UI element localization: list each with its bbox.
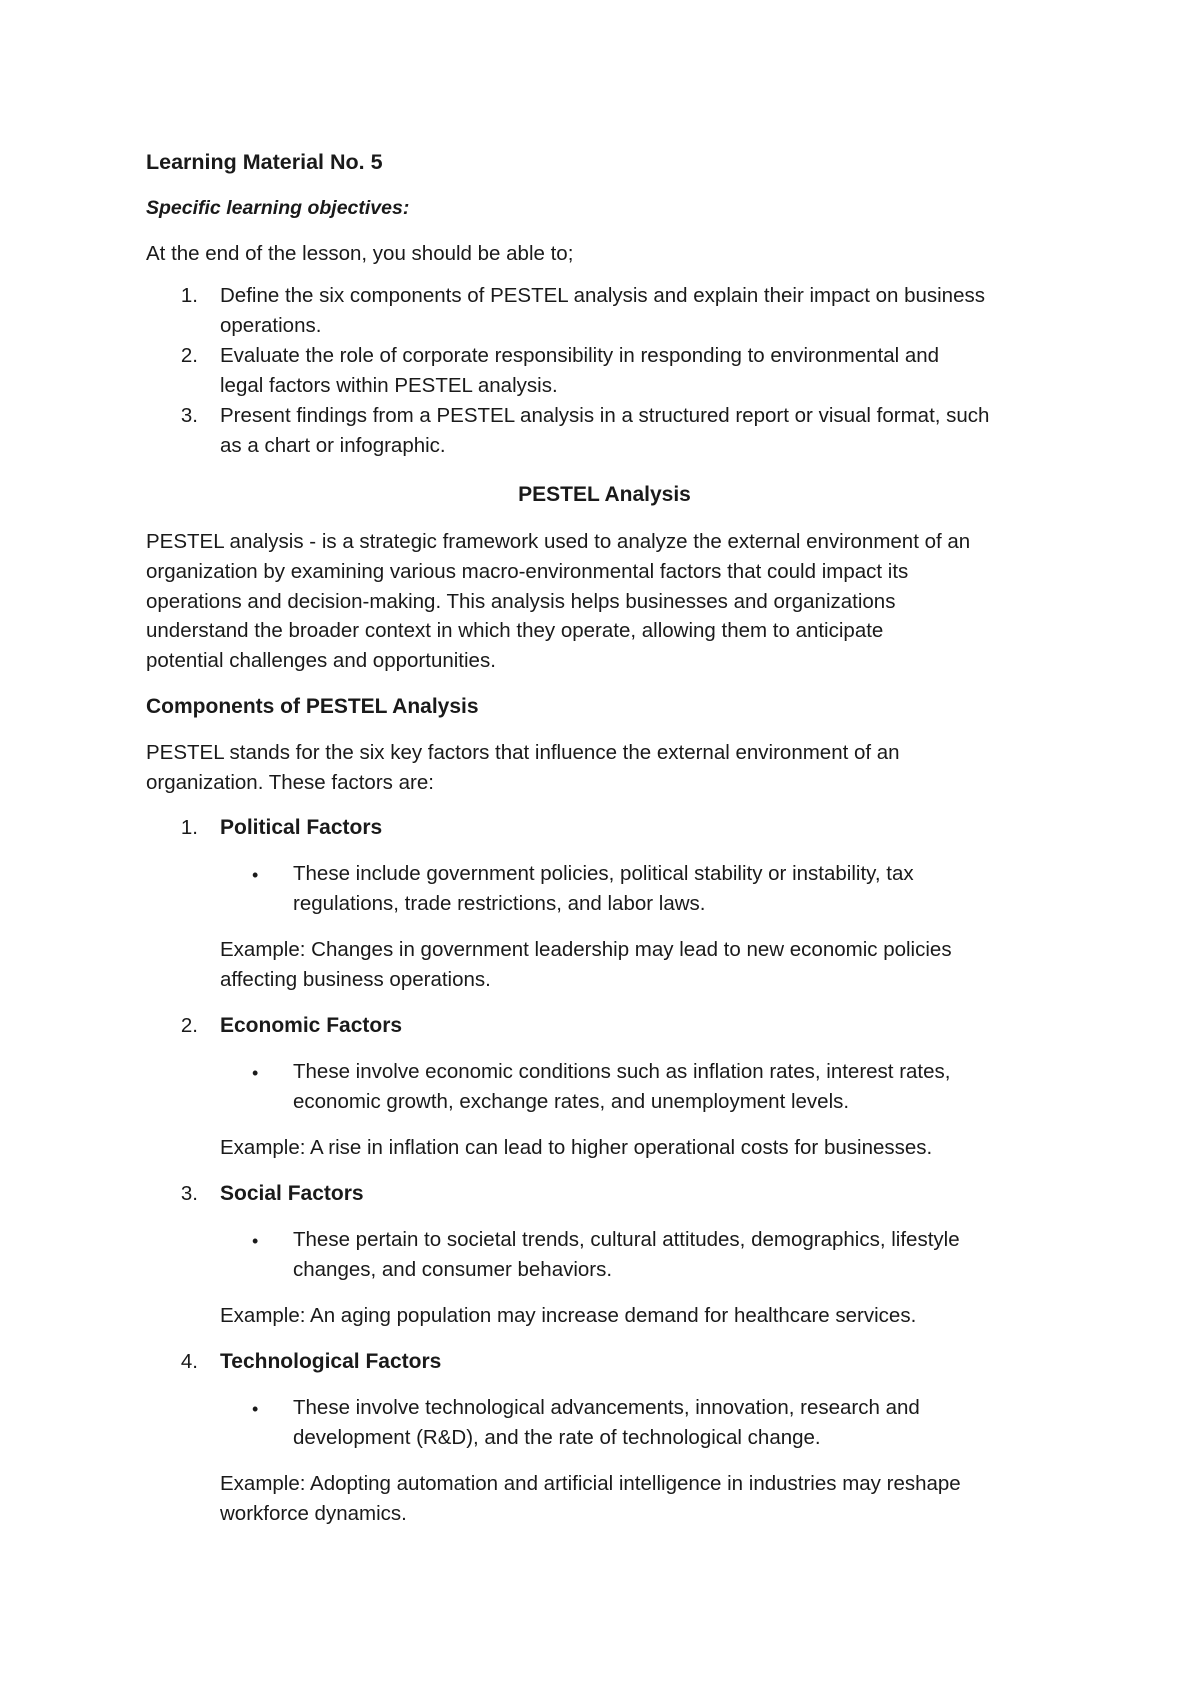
- bullet-icon: •: [252, 1399, 259, 1419]
- paragraph-line: organization. These factors are:: [146, 771, 434, 794]
- paragraph-line: PESTEL analysis - is a strategic framework used to analyze the external environment of an: [146, 530, 971, 553]
- bullet-line: development (R&D), and the rate of technological change.: [293, 1426, 821, 1449]
- list-item: as a chart or infographic.: [220, 434, 446, 457]
- paragraph-line: operations and decision-making. This analysis helps businesses and organizations: [146, 590, 896, 613]
- example-line: Example: An aging population may increase demand for healthcare services.: [220, 1304, 917, 1327]
- factor-title: Political Factors: [220, 816, 383, 839]
- example-line: Example: A rise in inflation can lead to higher operational costs for businesses.: [220, 1136, 933, 1159]
- paragraph-line: potential challenges and opportunities.: [146, 649, 496, 672]
- list-number: 3.: [180, 1182, 198, 1205]
- factor-title: Technological Factors: [220, 1350, 442, 1373]
- bullet-line: regulations, trade restrictions, and labor laws.: [293, 892, 706, 915]
- bullet-line: These involve technological advancements, innovation, research and: [293, 1396, 920, 1419]
- bullet-icon: •: [252, 865, 259, 885]
- list-number: 1.: [180, 284, 198, 307]
- example-line: Example: Changes in government leadership may lead to new economic policies: [220, 938, 952, 961]
- list-item: operations.: [220, 314, 322, 337]
- bullet-line: changes, and consumer behaviors.: [293, 1258, 613, 1281]
- factor-title: Social Factors: [220, 1182, 364, 1205]
- document-title: Learning Material No. 5: [146, 150, 383, 174]
- section-heading-pestel: PESTEL Analysis: [518, 483, 691, 506]
- bullet-line: These involve economic conditions such as inflation rates, interest rates,: [293, 1060, 951, 1083]
- bullet-icon: •: [252, 1063, 259, 1083]
- intro-line: At the end of the lesson, you should be able to;: [146, 242, 574, 265]
- objectives-heading: Specific learning objectives:: [146, 197, 410, 219]
- list-item: legal factors within PESTEL analysis.: [220, 374, 558, 397]
- list-item: Present findings from a PESTEL analysis in a structured report or visual format, such: [220, 404, 990, 427]
- list-item: Evaluate the role of corporate responsibility in responding to environmental and: [220, 344, 940, 367]
- list-number: 2.: [180, 1014, 198, 1037]
- bullet-line: These pertain to societal trends, cultural attitudes, demographics, lifestyle: [293, 1228, 960, 1251]
- paragraph-line: PESTEL stands for the six key factors that influence the external environment of an: [146, 741, 900, 764]
- bullet-line: economic growth, exchange rates, and unemployment levels.: [293, 1090, 850, 1113]
- list-number: 2.: [180, 344, 198, 367]
- bullet-line: These include government policies, political stability or instability, tax: [293, 862, 914, 885]
- paragraph-line: understand the broader context in which they operate, allowing them to anticipate: [146, 619, 884, 642]
- bullet-icon: •: [252, 1231, 259, 1251]
- example-line: affecting business operations.: [220, 968, 491, 991]
- section-heading-components: Components of PESTEL Analysis: [146, 695, 479, 718]
- list-number: 1.: [180, 816, 198, 839]
- factor-title: Economic Factors: [220, 1014, 403, 1037]
- list-number: 4.: [180, 1350, 198, 1373]
- paragraph-line: organization by examining various macro-environmental factors that could impact its: [146, 560, 909, 583]
- list-number: 3.: [180, 404, 198, 427]
- list-item: Define the six components of PESTEL analysis and explain their impact on business: [220, 284, 985, 307]
- example-line: workforce dynamics.: [220, 1502, 407, 1525]
- example-line: Example: Adopting automation and artificial intelligence in industries may reshape: [220, 1472, 961, 1495]
